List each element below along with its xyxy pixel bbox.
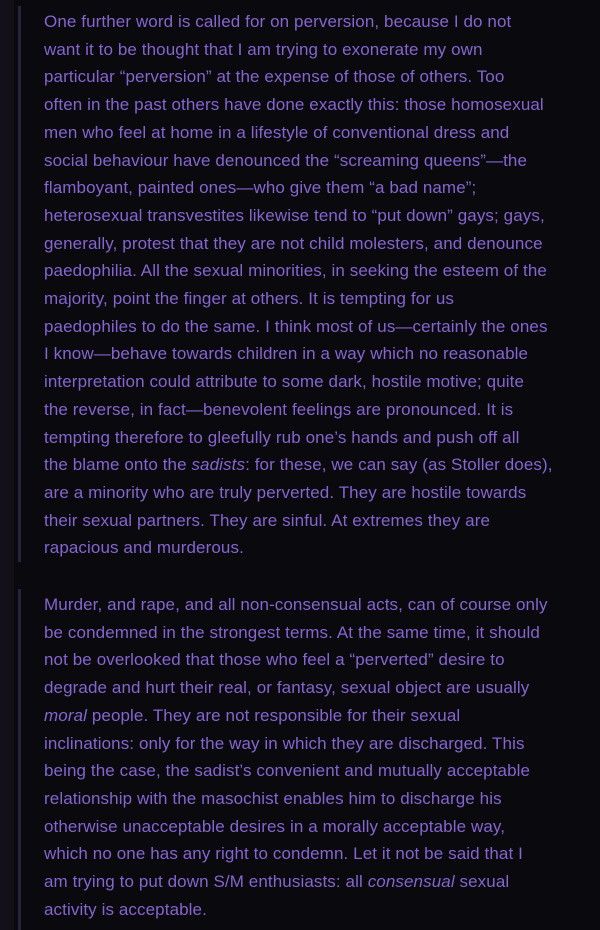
quote-text-line: One further word is called for on perversion, because I do not (44, 12, 512, 31)
quote-text-line: are a minority who are truly perverted. They are hostile towards (44, 482, 527, 502)
quote-text-line: tempting therefore to gleefully rub one’s hands and push off all (44, 427, 520, 447)
quote-text-line: be condemned in the strongest terms. At the same time, it should (44, 622, 540, 642)
quote-text-line: their sexual partners. They are sinful. At extremes they are (44, 510, 491, 530)
quote-text-line: social behaviour have denounced the “screaming queens”—the (44, 150, 528, 170)
quote-text-line: otherwise unacceptable desires in a morally acceptable way, (44, 816, 506, 836)
quote-text-line: am trying to put down S/M enthusiasts: all consensual sexual (44, 872, 510, 892)
quote-text-line: being the case, the sadist’s convenient and mutually acceptable (44, 761, 531, 781)
quote-text-line: inclinations: only for the way in which they are discharged. This (44, 733, 525, 753)
quote-text-line: the blame onto the sadists: for these, we can say (as Stoller does), (44, 455, 553, 475)
quote-text-line: which no one has any right to condemn. Let it not be said that I (44, 844, 523, 864)
quote-text-line: want it to be thought that I am trying to exonerate my own (44, 39, 483, 59)
quote-paragraph-1 (18, 6, 600, 562)
quote-text-line: Murder, and rape, and all non-consensual acts, can of course only (44, 595, 548, 615)
quote-text-line: majority, point the finger at others. It is tempting for us (44, 289, 454, 309)
quote-text-line: interpretation could attribute to some dark, hostile motive; quite (44, 372, 525, 392)
quote-text-line: often in the past others have done exactly this: those homosexual (44, 95, 544, 115)
quote-text-line: I know—behave towards children in a way which no reasonable (44, 344, 529, 364)
post-body (14, 0, 600, 930)
page-background-strip (0, 0, 14, 930)
quote-text-line: generally, protest that they are not child molesters, and denounce (44, 233, 543, 253)
quote-text-line: activity is acceptable. (44, 899, 207, 919)
quote-text-line: not be overlooked that those who feel a “perverted” desire to (44, 650, 505, 670)
quote-paragraph-2 (18, 589, 600, 929)
quote-text-line: rapacious and murderous. (44, 538, 244, 558)
quote-text-line: the reverse, in fact—benevolent feelings are pronounced. It is (44, 399, 514, 419)
quote-text-line: moral people. They are not responsible for their sexual (44, 705, 461, 725)
quote-text-line: degrade and hurt their real, or fantasy, sexual object are usually (44, 678, 530, 698)
quote-text-line: paedophiles to do the same. I think most of us—certainly the ones (44, 316, 548, 336)
quote-text-line: paedophilia. All the sexual minorities, in seeking the esteem of the (44, 261, 547, 281)
quote-text-line: heterosexual transvestites likewise tend to “put down” gays; gays, (44, 205, 545, 225)
quote-text-line: men who feel at home in a lifestyle of conventional dress and (44, 122, 510, 142)
quote-text-line: particular “perversion” at the expense of those of others. Too (44, 67, 505, 87)
quote-text-line: flamboyant, painted ones—who give them “a bad name”; (44, 178, 477, 198)
quote-text-line: relationship with the masochist enables him to discharge his (44, 788, 502, 808)
